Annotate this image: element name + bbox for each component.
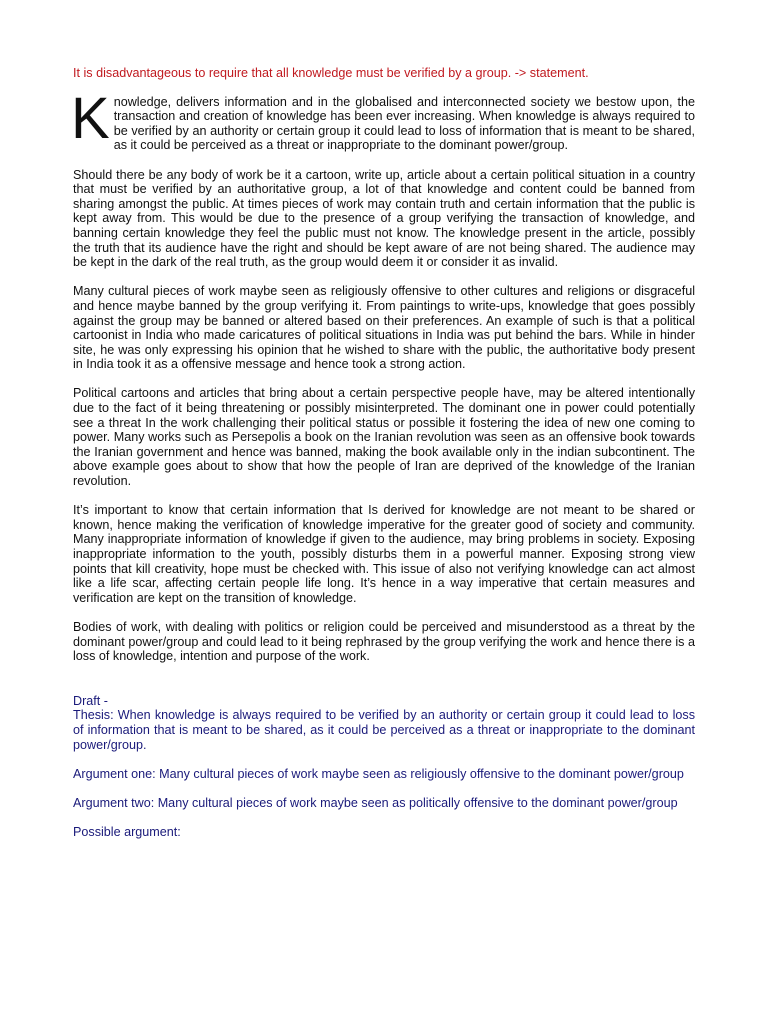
draft-argument-one: Argument one: Many cultural pieces of work maybe seen as religiously offensive to the dominant power/group bbox=[73, 766, 684, 781]
paragraph-4: It’s important to know that certain information that Is derived for knowledge are not meant to be shared or known, hence making the verification of knowledge imperative for the greater good of society and community. Many inappropriate information of knowledge if given to the audience, may bring problems in society. Exposing inappropriate information to the youth, possibly disturbs them in a powerful manner. Exposing strong view points that kill creativity, hope must be checked with. This issue of also not verifying knowledge can act almost like a life scar, affecting certain people life long. It’s hence in a way imperative that certain measures and verification are kept on the transition of knowledge. bbox=[73, 503, 695, 605]
intro-text: nowledge, delivers information and in the globalised and interconnected society we bestow upon, the transaction and creation of knowledge has been ever increasing. When knowledge is always required to be verified by an authority or certain group it could lead to loss of information that is meant to be shared, as it could be perceived as a threat or inappropriate to the dominant power/group. bbox=[113, 94, 695, 153]
paragraph-2: Many cultural pieces of work maybe seen as religiously offensive to other cultures and religions or disgraceful and hence maybe banned by the group verifying it. From paintings to write-ups, knowledge that goes possibly against the group may be banned or altered based on their preferences. An example of such is that a political cartoonist in India who made caricatures of political situations in India was put behind the bars. While in hinder site, he was only expressing his opinion that he wished to share with the public, the authoritative body present in India took it as a offensive message and hence took a strong action. bbox=[73, 284, 695, 372]
paragraph-5: Bodies of work, with dealing with politics or religion could be perceived and misunderstood as a threat by the dominant power/group and could lead to it being rephrased by the group verifying the work and hence there is a loss of knowledge, intention and purpose of the work. bbox=[73, 619, 695, 664]
draft-heading: Draft - bbox=[73, 693, 108, 708]
statement-line: It is disadvantageous to require that all knowledge must be verified by a group. -> statement. bbox=[73, 66, 589, 80]
draft-thesis: Thesis: When knowledge is always required to be verified by an authority or certain group it could lead to loss of information that is meant to be shared, as it could be perceived as a threat or inappropriate to the dominant power/group. bbox=[73, 708, 695, 752]
document-page bbox=[73, 66, 695, 854]
paragraph-1: Should there be any body of work be it a cartoon, write up, article about a certain political situation in a country that must be verified by an authoritative group, a lot of that knowledge and content could be banned from sharing amongst the public. At times pieces of work may contain truth and certain information that the public is kept away from. This would be due to the presence of a group verifying the transaction of knowledge, and banning certain knowledge they feel the public must not know. The knowledge present in the article, possibly the truth that its audience have the right and should be kept aware of are not being shared. The audience may be kept in the dark of the real truth, as the group would deem it or consider it as invalid. bbox=[73, 167, 695, 270]
drop-cap: K bbox=[71, 85, 110, 151]
draft-section bbox=[73, 694, 695, 840]
draft-argument-two: Argument two: Many cultural pieces of work maybe seen as politically offensive to the dominant power/group bbox=[73, 795, 678, 810]
draft-possible-argument: Possible argument: bbox=[73, 825, 181, 840]
paragraph-3: Political cartoons and articles that bring about a certain perspective people have, may be altered intentionally due to the fact of it being threatening or possibly misinterpreted. The dominant one in power could potentially see a threat In the work challenging their political status or possible it fostering the idea of new one coming to power. Many works such as Persepolis a book on the Iranian revolution was seen as an offensive book towards the Iranian government and hence was banned, making the book available only in the indian subcontinent. The above example goes about to show that how the people of Iran are deprived of the knowledge of the Iranian revolution. bbox=[73, 386, 695, 489]
intro-paragraph bbox=[71, 85, 695, 153]
